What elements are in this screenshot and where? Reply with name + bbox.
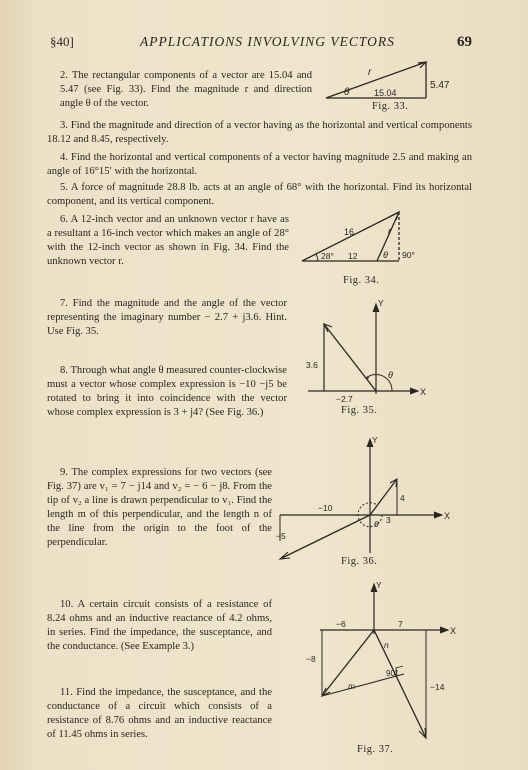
fig36-label-4: 4 — [400, 493, 405, 503]
fig35-label-vert: 3.6 — [306, 360, 318, 370]
figure-34 — [296, 208, 436, 270]
fig35-vector — [324, 324, 376, 391]
problem-10: 10. A certain circuit consists of a resistance of 8.24 ohms and an inductive reactance of 4.2 ohms, in series. Find the impedance, the susceptance, and the conductance. (See Example 3.) — [47, 599, 272, 652]
problem-5: 5. A force of magnitude 28.8 lb. acts at an angle of 68° with the horizontal. Find its horizontal component, and its vertical component. — [47, 182, 472, 207]
fig37-label-neg14: −14 — [430, 682, 445, 692]
fig33-label-base: 15.04 — [374, 88, 397, 98]
problem-9: 9. The complex expressions for two vectors (see Fig. 37) are v₁ = 7 − j14 and v₂ = − 6 − j8. From the tip of v₂ a line is drawn perpendicular to v₁. Find the length m of this perpendicular, and the length n of the line from the origin to the foot of the perpendicular. — [47, 467, 272, 548]
figure-35-caption: Fig. 35. — [341, 405, 378, 416]
figure-36 — [276, 431, 456, 559]
problem-4: 4. Find the horizontal and vertical components of a vector having magnitude 2.5 and making an angle of 16°15′ with the horizontal. — [47, 152, 472, 177]
fig37-label-neg6: −6 — [336, 619, 346, 629]
figure-37-caption: Fig. 37. — [357, 744, 394, 755]
fig34-arrowhead — [391, 212, 399, 220]
fig34-label-90: 90° — [402, 250, 415, 260]
fig36-label-neg5: −5 — [276, 531, 286, 541]
problem-6: 6. A 12-inch vector and an unknown vector r have as a resultant a 16-inch vector which makes an angle of 28° with the 12-inch vector as shown in Fig. 34. Find the unknown vector r. — [47, 214, 289, 267]
fig33-label-side: 5.47 — [430, 80, 450, 91]
fig37-label-m: m — [348, 681, 356, 691]
fig36-vector-3-4 — [370, 479, 397, 515]
running-title: APPLICATIONS INVOLVING VECTORS — [140, 34, 395, 49]
problem-3: 3. Find the magnitude and direction of a vector having as the horizontal and vertical components 18.12 and 8.45, respectively. — [47, 120, 472, 145]
fig34-label-28: 28° — [321, 251, 334, 261]
figure-37 — [300, 578, 460, 742]
fig35-x-arrow — [410, 388, 418, 394]
fig37-label-x: X — [450, 626, 457, 636]
problem-8: 8. Through what angle θ measured counter-clockwise must a vector whose complex expression is −10 −j5 be rotated to bring it into coincidence with the vector whose complex expression is 3 + j4? (See Fig. 36.) — [47, 365, 287, 418]
fig35-label-theta: θ — [388, 370, 393, 380]
fig34-label-16: 16 — [344, 227, 355, 237]
fig36-label-y: Y — [372, 435, 378, 445]
fig37-label-90: 90° — [386, 669, 399, 678]
fig35-label-y: Y — [378, 298, 384, 308]
fig34-label-12: 12 — [348, 251, 358, 261]
fig36-label-x: X — [444, 511, 451, 521]
figure-35 — [296, 298, 436, 406]
figure-34-caption: Fig. 34. — [343, 275, 380, 286]
fig37-label-neg8: −8 — [306, 654, 316, 664]
fig37-label-y: Y — [376, 580, 382, 590]
fig33-label-r: r — [368, 67, 372, 78]
fig33-label-theta: θ — [344, 87, 350, 98]
fig37-x-arrow — [440, 627, 448, 633]
figure-33-caption: Fig. 33. — [372, 101, 409, 112]
fig37-label-7: 7 — [398, 619, 403, 629]
problem-11: 11. Find the impedance, the susceptance, and the conductance of a circuit which consists of a resistance of 8.76 ohms and an inductive reactance of 11.45 ohms in series. — [47, 687, 272, 740]
fig34-label-theta: θ — [383, 250, 388, 260]
fig36-vector-neg10-neg5 — [280, 515, 370, 559]
page-number: 69 — [457, 34, 472, 50]
fig36-label-neg10: −10 — [318, 503, 333, 513]
fig37-label-n: n — [384, 640, 389, 650]
problem-7: 7. Find the magnitude and the angle of the vector representing the imaginary number − 2.7 + j3.6. Hint. Use Fig. 35. — [47, 298, 287, 337]
fig36-x-arrow — [434, 512, 442, 518]
section-number: §40] — [50, 34, 74, 49]
fig34-label-r: r — [388, 226, 391, 236]
fig35-label-x: X — [420, 387, 427, 397]
problem-2: 2. The rectangular components of a vector are 15.04 and 5.47 (see Fig. 33). Find the magnitude r and direction angle θ of the vector. — [60, 70, 312, 109]
figure-36-caption: Fig. 36. — [341, 556, 378, 567]
fig36-label-3: 3 — [386, 515, 391, 525]
fig35-vector-arrow — [324, 324, 332, 332]
fig37-vector-v1 — [374, 630, 426, 738]
fig35-label-horiz: −2.7 — [336, 394, 353, 404]
fig34-angle-arc — [316, 254, 318, 261]
fig36-label-theta: θ — [374, 519, 379, 529]
